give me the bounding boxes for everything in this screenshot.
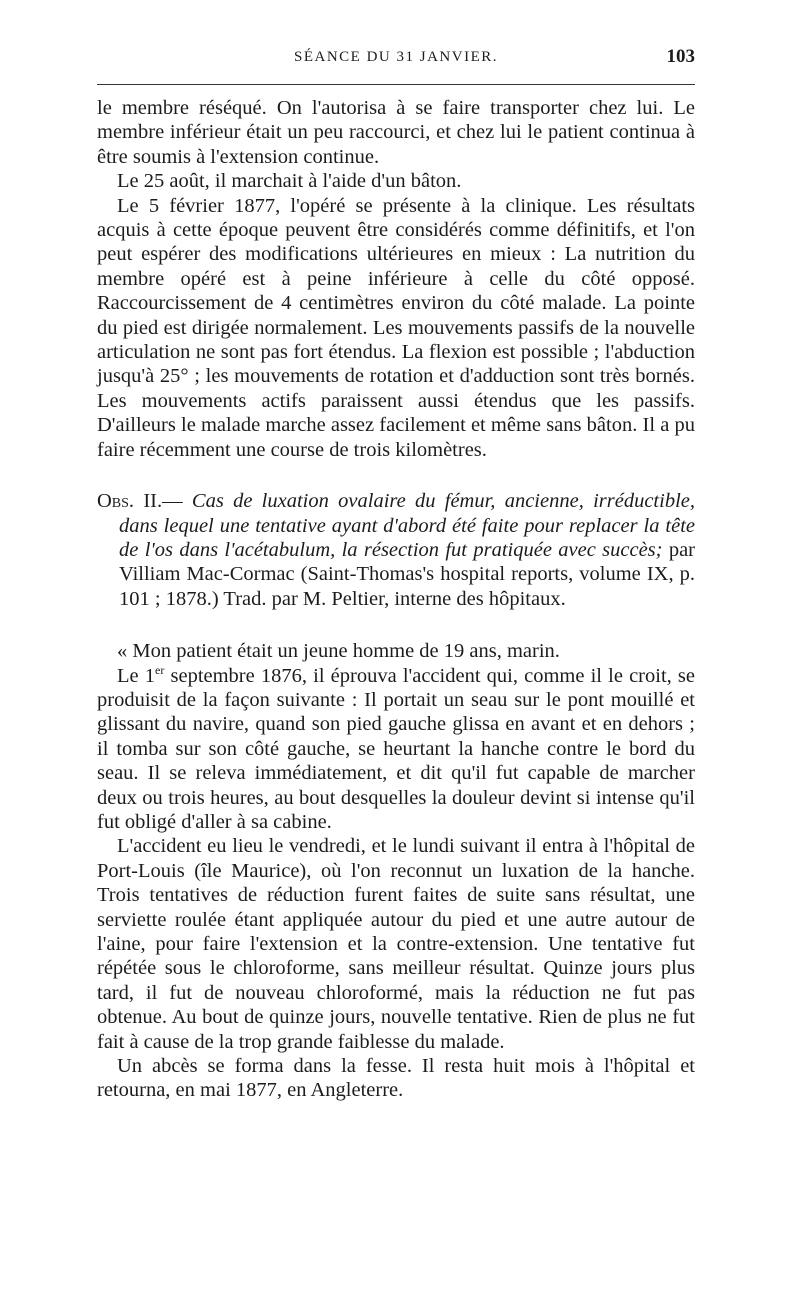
paragraph-abscess: Un abcès se forma dans la fesse. Il resta huit mois à l'hôpital et retourna, en mai 1877, en Angleterre. <box>97 1055 695 1102</box>
paragraph-february: Le 5 février 1877, l'opéré se présente à la clinique. Les résultats acquis à cette époque peuvent être considérés comme définitifs, et l'on peut espérer des modifications ultérieures en mieux : La nutrition du membre opéré est à peine inférieure à celle du côté opposé. Raccourcissement de 4 centimètres environ du côté malade. La pointe du pied est dirigée normalement. Les mouvements passifs de la nouvelle articulation ne sont pas fort étendus. La flexion est possible ; l'abduction jusqu'à 25° ; les mouvements de rotation et d'adduction sont très bornés. Les mouvements actifs paraissent aussi étendus que les passifs. D'ailleurs le malade marche assez facilement et même sans bâton. Il a pu faire récemment une course de trois kilomètres. <box>97 194 695 461</box>
ordinal-superscript: er <box>155 662 165 677</box>
paragraph-accident <box>97 664 695 835</box>
paragraph-august: Le 25 août, il marchait à l'aide d'un bâton. <box>117 170 462 193</box>
page-number: 103 <box>666 46 695 67</box>
paragraph-hospital: L'accident eu lieu le vendredi, et le lundi suivant il entra à l'hôpital de Port-Louis (île Maurice), où l'on reconnut un luxation de la hanche. Trois tentatives de réduction furent faites de suite sans résultat, une serviette roulée étant appliquée autour du pied et une autre autour de l'aine, pour faire l'extension et la contre-extension. Une tentative fut répétée sous le chloroforme, sans meilleur résultat. Quinze jours plus tard, il fut de nouveau chloroformé, mais la réduction ne fut pas obtenue. Au bout de quinze jours, nouvelle tentative. Rien de plus ne fut fait à cause de la trop grande faiblesse du malade. <box>97 835 695 1053</box>
header-rule <box>97 84 695 85</box>
observation-label: Obs. II.— <box>97 490 183 513</box>
accident-text-rest: septembre 1876, il éprouva l'accident qui, comme il le croit, se produisit de la façon suivante : Il portait un seau sur le pont mouillé et glissant du navire, quand son pied gauche glissa en avant et en dehors ; il tomba sur son côté gauche, se heurtant la hanche contre le bord du seau. Il se releva immédiatement, et dit qu'il fut capable de marcher deux ou trois heures, au bout desquelles la douleur devint si intense qu'il fut obligé d'aller à sa cabine. <box>97 664 695 833</box>
observation-heading <box>97 489 695 611</box>
accident-text-start: Le 1 <box>117 664 156 687</box>
page-header <box>97 44 695 74</box>
paragraph-continuation: le membre réséqué. On l'autorisa à se faire transporter chez lui. Le membre inférieur était un peu raccourci, et chez lui le patient continua à être soumis à l'extension continue. <box>97 97 695 168</box>
observation-citation: par Villiam Mac-Cormac (Saint-Thomas's hospital reports, volume IX, p. 101 ; 1878.) Trad. par M. Peltier, interne des hôpitaux. <box>119 538 696 610</box>
body-text <box>97 96 695 1103</box>
running-head: SÉANCE DU 31 JANVIER. <box>294 49 498 65</box>
observation-title: Cas de luxation ovalaire du fémur, ancienne, irréductible, dans lequel une tentative ayant d'abord été faite pour replacer la tête de l'os dans l'acétabulum, la résection fut pratiquée avec succès; <box>119 490 695 561</box>
paragraph-patient: « Mon patient était un jeune homme de 19 ans, marin. <box>117 640 560 663</box>
